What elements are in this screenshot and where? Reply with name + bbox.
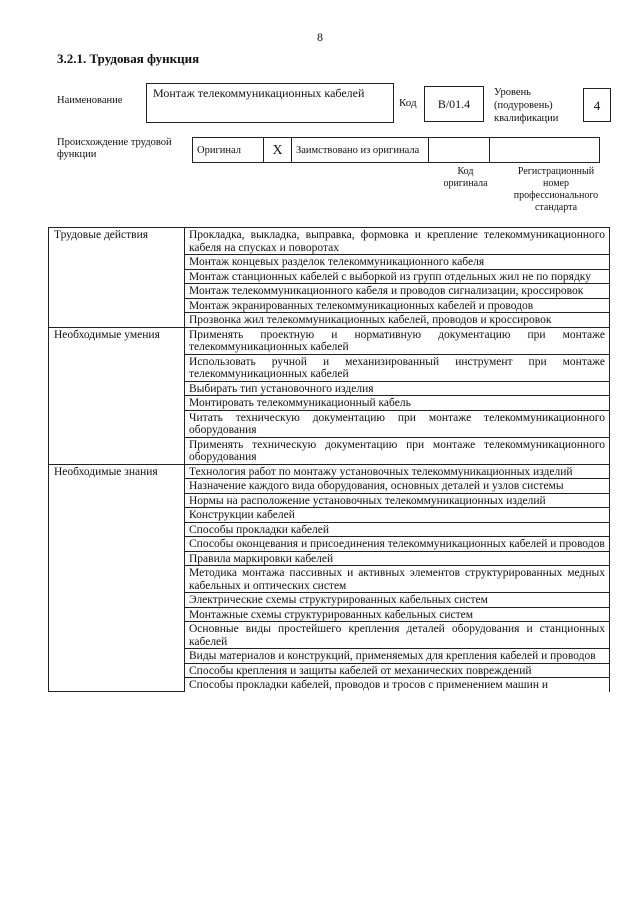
item-cell: Правила маркировки кабелей bbox=[185, 551, 610, 566]
level-label-line: Уровень bbox=[494, 87, 531, 98]
code-label: Код bbox=[399, 97, 417, 109]
name-label: Наименование bbox=[57, 95, 123, 106]
page-number: 8 bbox=[317, 30, 323, 44]
item-cell: Прокладка, выкладка, выправка, формовка и крепление телекоммуникационного кабеля на спусках и поворотах bbox=[185, 228, 610, 255]
item-cell: Монтаж станционных кабелей с выборкой из групп отдельных жил не по порядку bbox=[185, 269, 610, 284]
origin-table bbox=[192, 137, 600, 163]
category-cell: Необходимые знания bbox=[49, 464, 185, 692]
item-cell: Читать техническую документацию при монтаже телекоммуникационного оборудования bbox=[185, 410, 610, 437]
caption-line: стандарта bbox=[534, 202, 578, 213]
qualification-level-box: 4 bbox=[583, 88, 611, 122]
category-cell: Необходимые умения bbox=[49, 327, 185, 464]
code-value-box: B/01.4 bbox=[424, 86, 484, 122]
caption-line: номер bbox=[543, 178, 569, 189]
origin-label-line: функции bbox=[57, 149, 97, 160]
item-cell: Назначение каждого вида оборудования, основных деталей и узлов системы bbox=[185, 479, 610, 494]
category-cell: Трудовые действия bbox=[49, 228, 185, 328]
original-mark-cell: X bbox=[264, 138, 292, 163]
name-value-box: Монтаж телекоммуникационных кабелей bbox=[146, 83, 394, 123]
caption-line: профессионального bbox=[513, 190, 599, 201]
item-cell: Нормы на расположение установочных телекоммуникационных изделий bbox=[185, 493, 610, 508]
item-cell: Виды материалов и конструкций, применяемых для крепления кабелей и проводов bbox=[185, 649, 610, 664]
item-cell: Выбирать тип установочного изделия bbox=[185, 381, 610, 396]
item-cell: Монтажные схемы структурированных кабельных систем bbox=[185, 607, 610, 622]
origin-code-cell bbox=[429, 138, 490, 163]
table-row bbox=[49, 228, 610, 255]
item-cell: Монтировать телекоммуникационный кабель bbox=[185, 396, 610, 411]
item-cell: Способы крепления и защиты кабелей от механических повреждений bbox=[185, 663, 610, 678]
item-cell: Конструкции кабелей bbox=[185, 508, 610, 523]
table-row bbox=[49, 464, 610, 479]
caption-line: оригинала bbox=[443, 178, 488, 189]
original-label-cell: Оригинал bbox=[193, 138, 264, 163]
caption-line: Регистрационный bbox=[517, 166, 595, 177]
borrowed-label-cell: Заимствовано из оригинала bbox=[292, 138, 429, 163]
origin-label-line: Происхождение трудовой bbox=[57, 137, 172, 148]
item-cell: Основные виды простейшего крепления деталей оборудования и станционных кабелей bbox=[185, 622, 610, 649]
item-cell: Электрические схемы структурированных кабельных систем bbox=[185, 593, 610, 608]
registration-number-caption bbox=[500, 166, 612, 214]
caption-line: Код bbox=[457, 166, 474, 177]
level-label-line: (подуровень) bbox=[494, 100, 553, 111]
registration-number-cell bbox=[490, 138, 600, 163]
item-cell: Применять проектную и нормативную документацию при монтаже телекоммуникационных кабелей bbox=[185, 327, 610, 354]
origin-code-caption bbox=[438, 166, 493, 190]
item-cell: Монтаж концевых разделок телекоммуникационного кабеля bbox=[185, 255, 610, 270]
item-cell: Монтаж экранированных телекоммуникационных кабелей и проводов bbox=[185, 298, 610, 313]
function-table bbox=[48, 227, 610, 692]
item-cell: Прозвонка жил телекоммуникационных кабелей, проводов и кроссировок bbox=[185, 313, 610, 328]
item-cell: Технология работ по монтажу установочных телекоммуникационных изделий bbox=[185, 464, 610, 479]
origin-label bbox=[57, 137, 172, 161]
item-cell: Применять техническую документацию при монтаже телекоммуникационного оборудования bbox=[185, 437, 610, 464]
item-cell: Использовать ручной и механизированный инструмент при монтаже телекоммуникационных кабелей bbox=[185, 354, 610, 381]
item-cell: Способы оконцевания и присоединения телекоммуникационных кабелей и проводов bbox=[185, 537, 610, 552]
item-cell: Монтаж телекоммуникационного кабеля и проводов сигнализации, кроссировок bbox=[185, 284, 610, 299]
item-cell: Методика монтажа пассивных и активных элементов структурированных медных кабельных и оптических систем bbox=[185, 566, 610, 593]
item-cell: Способы прокладки кабелей bbox=[185, 522, 610, 537]
section-title: 3.2.1. Трудовая функция bbox=[57, 51, 200, 66]
table-row bbox=[49, 327, 610, 354]
qualification-level-label bbox=[494, 86, 558, 125]
item-cell: Способы прокладки кабелей, проводов и тросов с применением машин и bbox=[185, 678, 610, 692]
level-label-line: квалификации bbox=[494, 113, 559, 124]
